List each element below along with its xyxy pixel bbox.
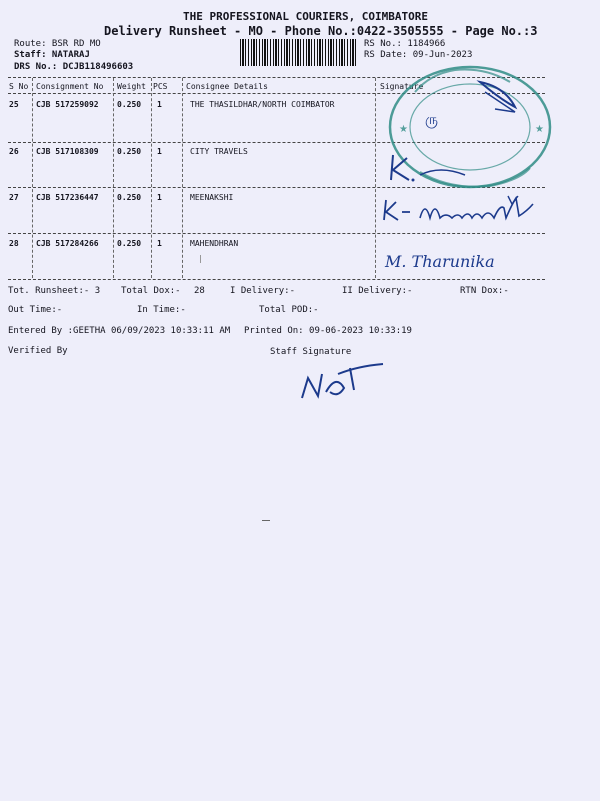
i-delivery: I Delivery:- [230, 286, 296, 296]
table-cell-weight: 0.250 [117, 100, 142, 109]
col-divider [113, 78, 114, 278]
table-cell-consignment: CJB 517236447 [36, 193, 99, 202]
col-divider [151, 78, 152, 278]
rs-date: RS Date: 09-Jun-2023 [364, 50, 473, 60]
signature-row-28: M. Tharunika [385, 252, 495, 271]
total-pod: Total POD:- [259, 305, 319, 315]
table-cell-sno: 25 [9, 100, 19, 109]
table-cell-sno: 27 [9, 193, 19, 202]
drs-number: DRS No.: DCJB118496603 [14, 62, 134, 72]
table-cell-pcs: 1 [157, 147, 162, 156]
total-runsheet: Tot. Runsheet:- 3 [8, 286, 101, 296]
table-cell-weight: 0.250 [117, 193, 142, 202]
table-cell-consignment: CJB 517284266 [36, 239, 99, 248]
col-header-sno: S No [9, 82, 29, 91]
table-bottom-rule [8, 279, 545, 280]
col-divider [182, 78, 183, 278]
table-cell-consignment: CJB 517108309 [36, 147, 99, 156]
signature-row-27 [380, 190, 560, 230]
table-cell-consignment: CJB 517259092 [36, 100, 99, 109]
stamp-handwritten-mark: ரு [425, 112, 438, 128]
staff: Staff: NATARAJ [14, 50, 90, 60]
printed-on: Printed On: 09-06-2023 10:33:19 [244, 326, 412, 336]
col-header-signature: Signature [380, 82, 424, 91]
paper-speck [262, 520, 270, 521]
table-cell-consignee: CITY TRAVELS [190, 147, 248, 156]
row-rule [8, 233, 545, 234]
table-cell-pcs: 1 [157, 239, 162, 248]
entered-by: Entered By :GEETHA 06/09/2023 10:33:11 AM [8, 326, 231, 336]
runsheet-title: Delivery Runsheet - MO - Phone No.:0422-3505555 - Page No.:3 [104, 24, 538, 38]
table-cell-consignee: MAHENDHRAN [190, 239, 239, 248]
table-cell-pcs: 1 [157, 193, 162, 202]
svg-text:★: ★ [535, 124, 544, 135]
staff-signature-label: Staff Signature [270, 347, 352, 357]
out-time: Out Time:- [8, 305, 63, 315]
col-header-consignment: Consignment No [36, 82, 104, 91]
table-cell-weight: 0.250 [117, 239, 142, 248]
in-time: In Time:- [137, 305, 186, 315]
ii-delivery: II Delivery:- [342, 286, 413, 296]
staff-signature [298, 360, 388, 405]
verified-by: Verified By [8, 346, 68, 356]
col-header-consignee: Consignee Details [186, 82, 268, 91]
table-cell-weight: 0.250 [117, 147, 142, 156]
route: Route: BSR RD MO [14, 39, 101, 49]
rtn-dox: RTN Dox:- [460, 286, 509, 296]
paper-speck [200, 255, 201, 263]
table-cell-sno: 28 [9, 239, 19, 248]
table-cell-consignee: THE THASILDHAR/NORTH COIMBATOR [190, 100, 335, 109]
company-name: THE PROFESSIONAL COURIERS, COIMBATORE [183, 10, 429, 23]
col-header-pcs: PCS [153, 82, 168, 91]
col-header-weight: Weight [117, 82, 146, 91]
col-divider [32, 78, 33, 278]
svg-text:★: ★ [399, 124, 408, 135]
table-cell-sno: 26 [9, 147, 19, 156]
total-dox-label: Total Dox:- [121, 286, 181, 296]
table-cell-pcs: 1 [157, 100, 162, 109]
total-dox-value: 28 [194, 286, 205, 296]
col-divider [375, 78, 376, 278]
rs-number: RS No.: 1184966 [364, 39, 446, 49]
table-cell-consignee: MEENAKSHI [190, 193, 234, 202]
barcode [240, 39, 357, 66]
signature-row-26 [385, 150, 475, 190]
